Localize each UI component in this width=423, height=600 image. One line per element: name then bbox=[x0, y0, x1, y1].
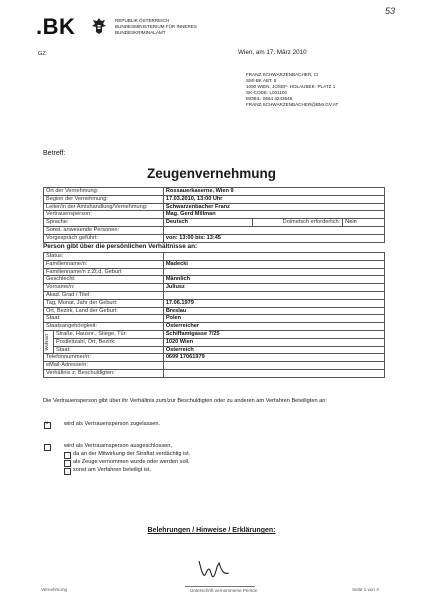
field-label: Leiter/in der Amtshandlung/Vernehmung: bbox=[44, 203, 164, 211]
field-label: Beginn der Vernehmung: bbox=[44, 195, 164, 203]
table-row bbox=[44, 195, 385, 203]
field-label: Ort der Vernehmung: bbox=[44, 188, 164, 196]
ministry-line: REPUBLIK ÖSTERREICH bbox=[115, 18, 170, 23]
bk-logo: .BK bbox=[36, 14, 76, 39]
field-label: Tag, Monat, Jahr der Geburt: bbox=[44, 299, 164, 307]
sender-line: MOBIL: 0664 4243646 bbox=[246, 96, 293, 101]
field-label: Postleitzahl, Ort, Bezirk: bbox=[53, 338, 163, 346]
document-date: Wien, am 17. März 2010 bbox=[238, 49, 307, 56]
sender-line: FRANZ SCHWARZENBACHER, CI bbox=[246, 72, 319, 77]
table-row bbox=[44, 354, 385, 362]
field-value: Madecki bbox=[163, 260, 384, 268]
field-label: Sonst. anwesende Personen: bbox=[44, 226, 164, 234]
ministry-line: BUNDESKRIMINALAMT bbox=[115, 30, 166, 35]
field-value: Mag. Gerd Millman bbox=[163, 211, 384, 219]
table-row bbox=[44, 315, 385, 323]
signature-line bbox=[185, 586, 255, 587]
table-row bbox=[44, 253, 385, 261]
admitted-checkbox[interactable] bbox=[44, 422, 51, 429]
field-label: Staat: bbox=[44, 315, 164, 323]
field-value: Männlich bbox=[163, 276, 384, 284]
ministry-block bbox=[115, 18, 225, 36]
field-value bbox=[163, 253, 384, 261]
field-value bbox=[163, 226, 384, 234]
table-row bbox=[44, 291, 385, 299]
field-value: 0699 17061979 bbox=[163, 354, 384, 362]
participant-checkbox[interactable] bbox=[64, 468, 71, 475]
field-label: Akad. Grad / Titel: bbox=[44, 291, 164, 299]
table-row bbox=[44, 234, 385, 242]
table-row bbox=[44, 284, 385, 292]
field-label: Staat: bbox=[53, 346, 163, 354]
field-value: Rossauerkaserne, Wien 9 bbox=[163, 188, 384, 196]
option-admitted-label: wird als Vertrauensperson zugelassen. bbox=[64, 421, 161, 427]
sub-option-label: sonst am Verfahren beteiligt ist. bbox=[73, 467, 152, 473]
table-row bbox=[44, 307, 385, 315]
sub-option-label: da an der Mitwirkung der Straftat verdächtig ist. bbox=[73, 451, 191, 457]
sender-line: SK-CODE: L001100 bbox=[246, 90, 288, 95]
field-value: von: 13:00 bis: 13:45 bbox=[163, 234, 384, 242]
field-label: eMail-Adresse/n: bbox=[44, 362, 164, 370]
field-value bbox=[163, 362, 384, 370]
table-row bbox=[44, 276, 385, 284]
page-title: Zeugenvernehmung bbox=[146, 166, 276, 181]
footer-left: Vernehmung bbox=[41, 587, 68, 592]
field-label: Dolmetsch erforderlich: bbox=[253, 219, 343, 227]
field-label: Ort, Bezirk, Land der Geburt: bbox=[44, 307, 164, 315]
field-label: Status: bbox=[44, 253, 164, 261]
field-value: Schiffamtgasse 7/25 bbox=[163, 330, 384, 338]
field-label: Verhältnis z. Beschuldigten: bbox=[44, 369, 164, 377]
field-value bbox=[163, 268, 384, 276]
field-value: Deutsch bbox=[163, 219, 253, 227]
option-excluded-label: wird als Vertrauensperson ausgeschlossen, bbox=[64, 443, 172, 449]
table-row bbox=[44, 299, 385, 307]
statement-text: Die Vertrauensperson gibt über ihr Verhältnis zum/zur Beschuldigten oder zu anderen am Verfahren Beteiligten an: bbox=[43, 398, 327, 404]
field-value: 17.03.2010, 13:00 Uhr bbox=[163, 195, 384, 203]
field-label: Staatsangehörigkeit: bbox=[44, 323, 164, 331]
wohnort-cell bbox=[44, 330, 54, 353]
interview-info-table bbox=[43, 187, 385, 243]
field-label: Straße, Hausnr., Stiege, Tür: bbox=[53, 330, 163, 338]
sender-line: FRANZ.SCHWARZENBACHER@BMI.GV.AT bbox=[246, 102, 339, 107]
table-row bbox=[44, 362, 385, 370]
table-row bbox=[44, 330, 385, 338]
sender-line: 1090 WIEN, JOSEF- HOLAUBEK- PLATZ 1 bbox=[246, 84, 336, 89]
wohnort-label: Wohnort bbox=[44, 333, 49, 351]
table-row bbox=[44, 346, 385, 354]
ministry-line: BUNDESMINISTERIUM FÜR INNERES bbox=[115, 24, 197, 29]
excluded-checkbox[interactable] bbox=[44, 444, 51, 451]
suspect-checkbox[interactable] bbox=[64, 452, 71, 459]
field-value: Breslau bbox=[163, 307, 384, 315]
field-value: Polen bbox=[163, 315, 384, 323]
field-value: Juliusz bbox=[163, 284, 384, 292]
field-value: Nein bbox=[343, 219, 385, 227]
footer-center: Unterschrift vernommene Person bbox=[190, 588, 258, 593]
belehrung-heading: Belehrungen / Hinweise / Erklärungen: bbox=[147, 527, 276, 534]
austrian-eagle-icon bbox=[90, 16, 108, 36]
table-row bbox=[44, 369, 385, 377]
table-row bbox=[44, 338, 385, 346]
table-row bbox=[44, 323, 385, 331]
page-mark: 53 bbox=[385, 6, 396, 16]
table-row bbox=[44, 219, 385, 227]
table-row bbox=[44, 260, 385, 268]
field-label: Familienname/n z.Zt.d. Geburt bbox=[44, 268, 164, 276]
person-section-title: Person gibt über die persönlichen Verhältnisse an: bbox=[43, 243, 198, 250]
field-label: Sprache: bbox=[44, 219, 164, 227]
field-value: 17.06.1979 bbox=[163, 299, 384, 307]
field-value: 1020 Wien bbox=[163, 338, 384, 346]
sender-block bbox=[246, 72, 376, 108]
field-label: Telefonnummer/n: bbox=[44, 354, 164, 362]
signature-image bbox=[195, 555, 235, 585]
field-value: Österreich bbox=[163, 346, 384, 354]
sender-line: SM/-BK ABT. 5 bbox=[246, 78, 277, 83]
sub-option-label: als Zeuge vernommen wurde oder werden soll. bbox=[73, 459, 190, 465]
field-label: Vertrauensperson: bbox=[44, 211, 164, 219]
field-label: Familienname/n: bbox=[44, 260, 164, 268]
field-value bbox=[163, 291, 384, 299]
field-value bbox=[163, 369, 384, 377]
table-row bbox=[44, 188, 385, 196]
betreff-label: Betreff: bbox=[43, 150, 66, 157]
table-row bbox=[44, 211, 385, 219]
person-info-table bbox=[43, 252, 385, 378]
field-value: Österreicher bbox=[163, 323, 384, 331]
footer-right: Seite 1 von 4 bbox=[352, 587, 379, 592]
table-row bbox=[44, 268, 385, 276]
table-row bbox=[44, 203, 385, 211]
field-value: Schwarzenbacher Franz bbox=[163, 203, 384, 211]
field-label: Vorgespräch geführt: bbox=[44, 234, 164, 242]
field-label: Vorname/n: bbox=[44, 284, 164, 292]
table-row bbox=[44, 226, 385, 234]
gz-label: GZ: bbox=[38, 51, 48, 57]
field-label: Geschlecht: bbox=[44, 276, 164, 284]
witness-checkbox[interactable] bbox=[64, 460, 71, 467]
